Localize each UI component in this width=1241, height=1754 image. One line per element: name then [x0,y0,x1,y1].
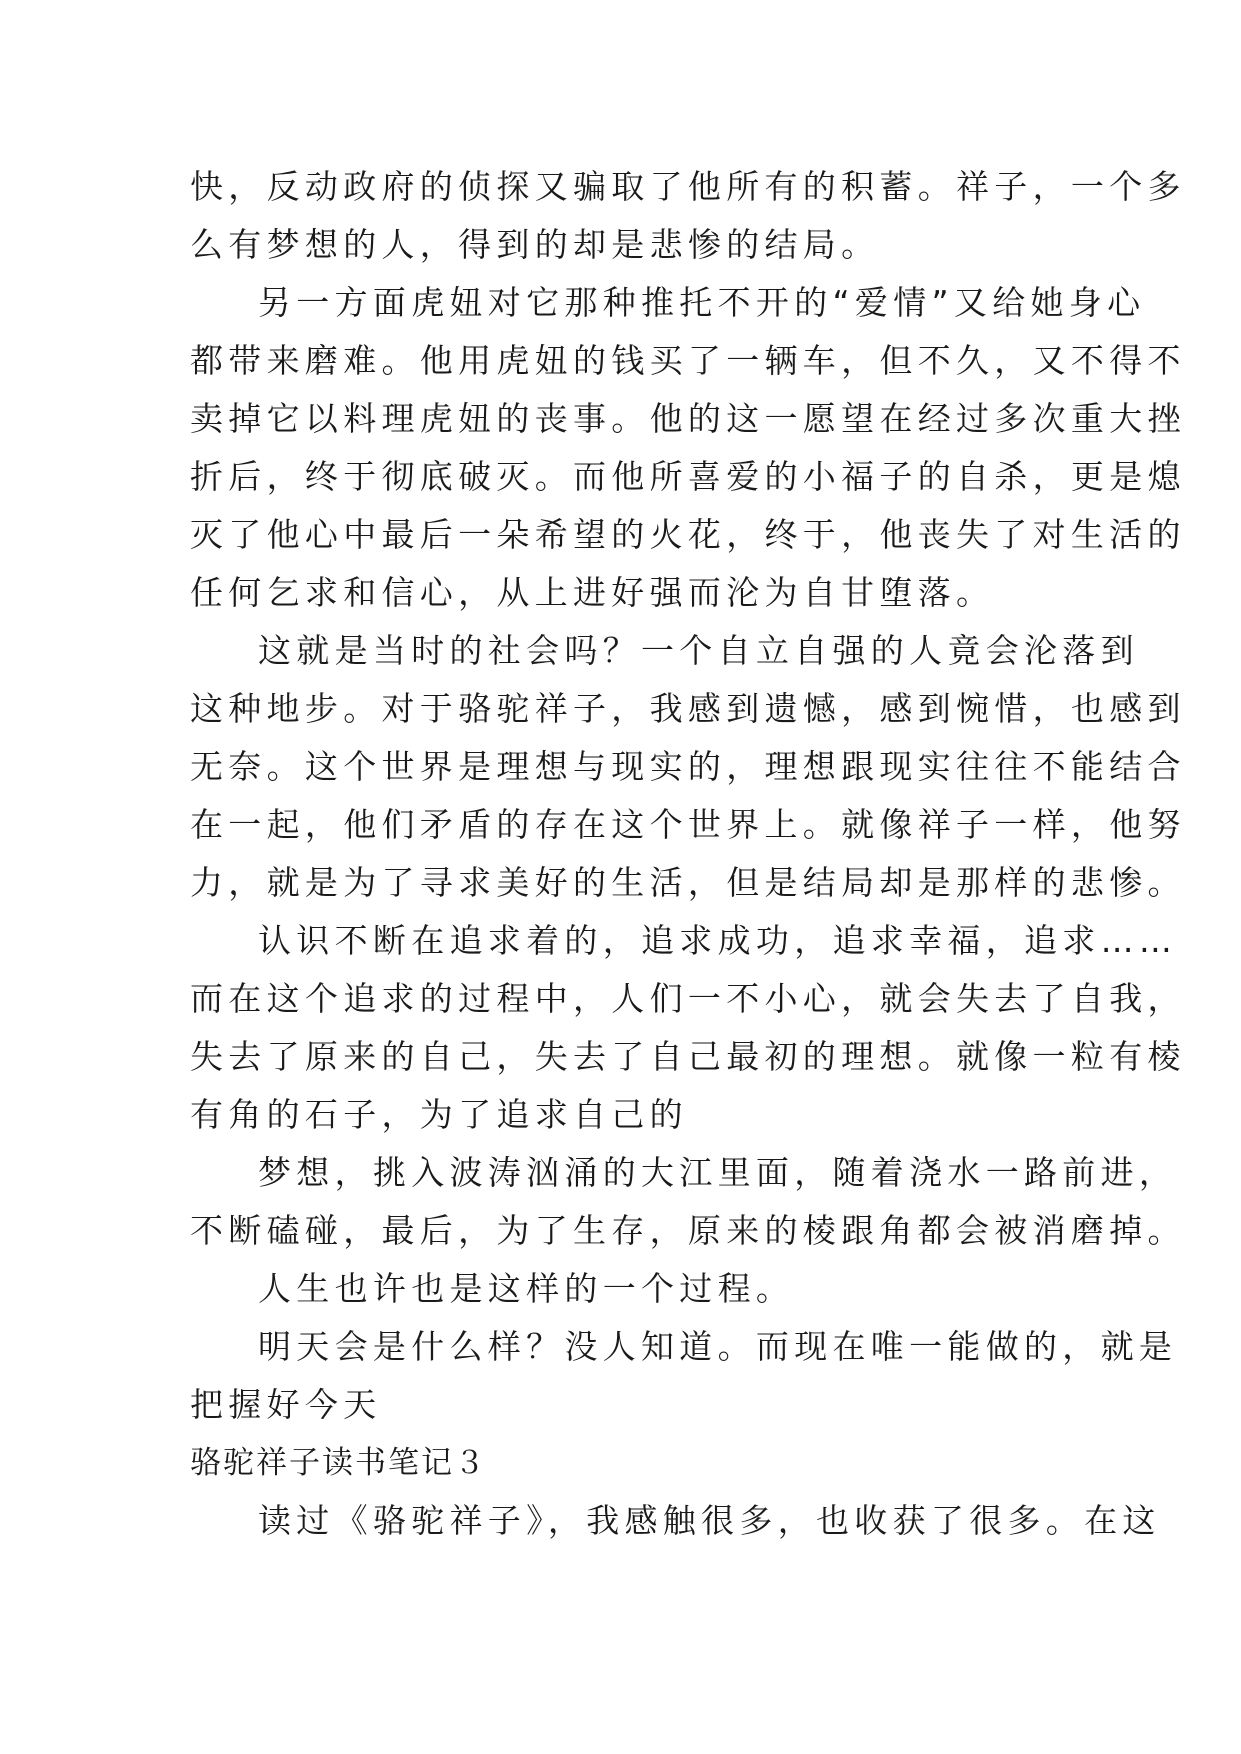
section-heading: 骆驼祥子读书笔记３ [190,1445,487,1481]
text-line: 明天会是什么样？没人知道。而现在唯一能做的，就是 [258,1327,1178,1366]
text-line: 这种地步。对于骆驼祥子，我感到遗憾，感到惋惜，也感到 [190,689,1186,728]
text-line: 认识不断在追求着的，追求成功，追求幸福，追求…… [258,921,1178,960]
text-line: 快，反动政府的侦探又骗取了他所有的积蓄。祥子，一个多 [190,167,1186,206]
text-line: 任何乞求和信心，从上进好强而沦为自甘堕落。 [190,573,995,612]
text-line: 都带来磨难。他用虎妞的钱买了一辆车，但不久，又不得不 [190,341,1186,380]
text-line: 在一起，他们矛盾的存在这个世界上。就像祥子一样，他努 [190,805,1186,844]
text-line: 把握好今天 [190,1385,382,1424]
text-line: 卖掉它以料理虎妞的丧事。他的这一愿望在经过多次重大挫 [190,399,1186,438]
text-line: 么有梦想的人，得到的却是悲惨的结局。 [190,225,880,264]
text-line: 这就是当时的社会吗？一个自立自强的人竟会沦落到 [258,631,1139,670]
text-line: 另一方面虎妞对它那种推托不开的“爱情”又给她身心 [258,283,1146,322]
text-line: 不断磕碰，最后，为了生存，原来的棱跟角都会被消磨掉。 [190,1211,1186,1250]
text-line: 人生也许也是这样的一个过程。 [258,1269,795,1308]
text-line: 而在这个追求的过程中，人们一不小心，就会失去了自我， [190,979,1186,1018]
text-line: 梦想，挑入波涛汹涌的大江里面，随着浇水一路前进， [258,1153,1178,1192]
text-line: 力，就是为了寻求美好的生活，但是结局却是那样的悲惨。 [190,863,1186,902]
text-line: 读过《骆驼祥子》，我感触很多，也收获了很多。在这 [258,1501,1161,1540]
text-line: 失去了原来的自己，失去了自己最初的理想。就像一粒有棱 [190,1037,1186,1076]
text-line: 灭了他心中最后一朵希望的火花，终于，他丧失了对生活的 [190,515,1186,554]
text-line: 无奈。这个世界是理想与现实的，理想跟现实往往不能结合 [190,747,1186,786]
text-line: 折后，终于彻底破灭。而他所喜爱的小福子的自杀，更是熄 [190,457,1186,496]
text-line: 有角的石子，为了追求自己的 [190,1095,688,1134]
